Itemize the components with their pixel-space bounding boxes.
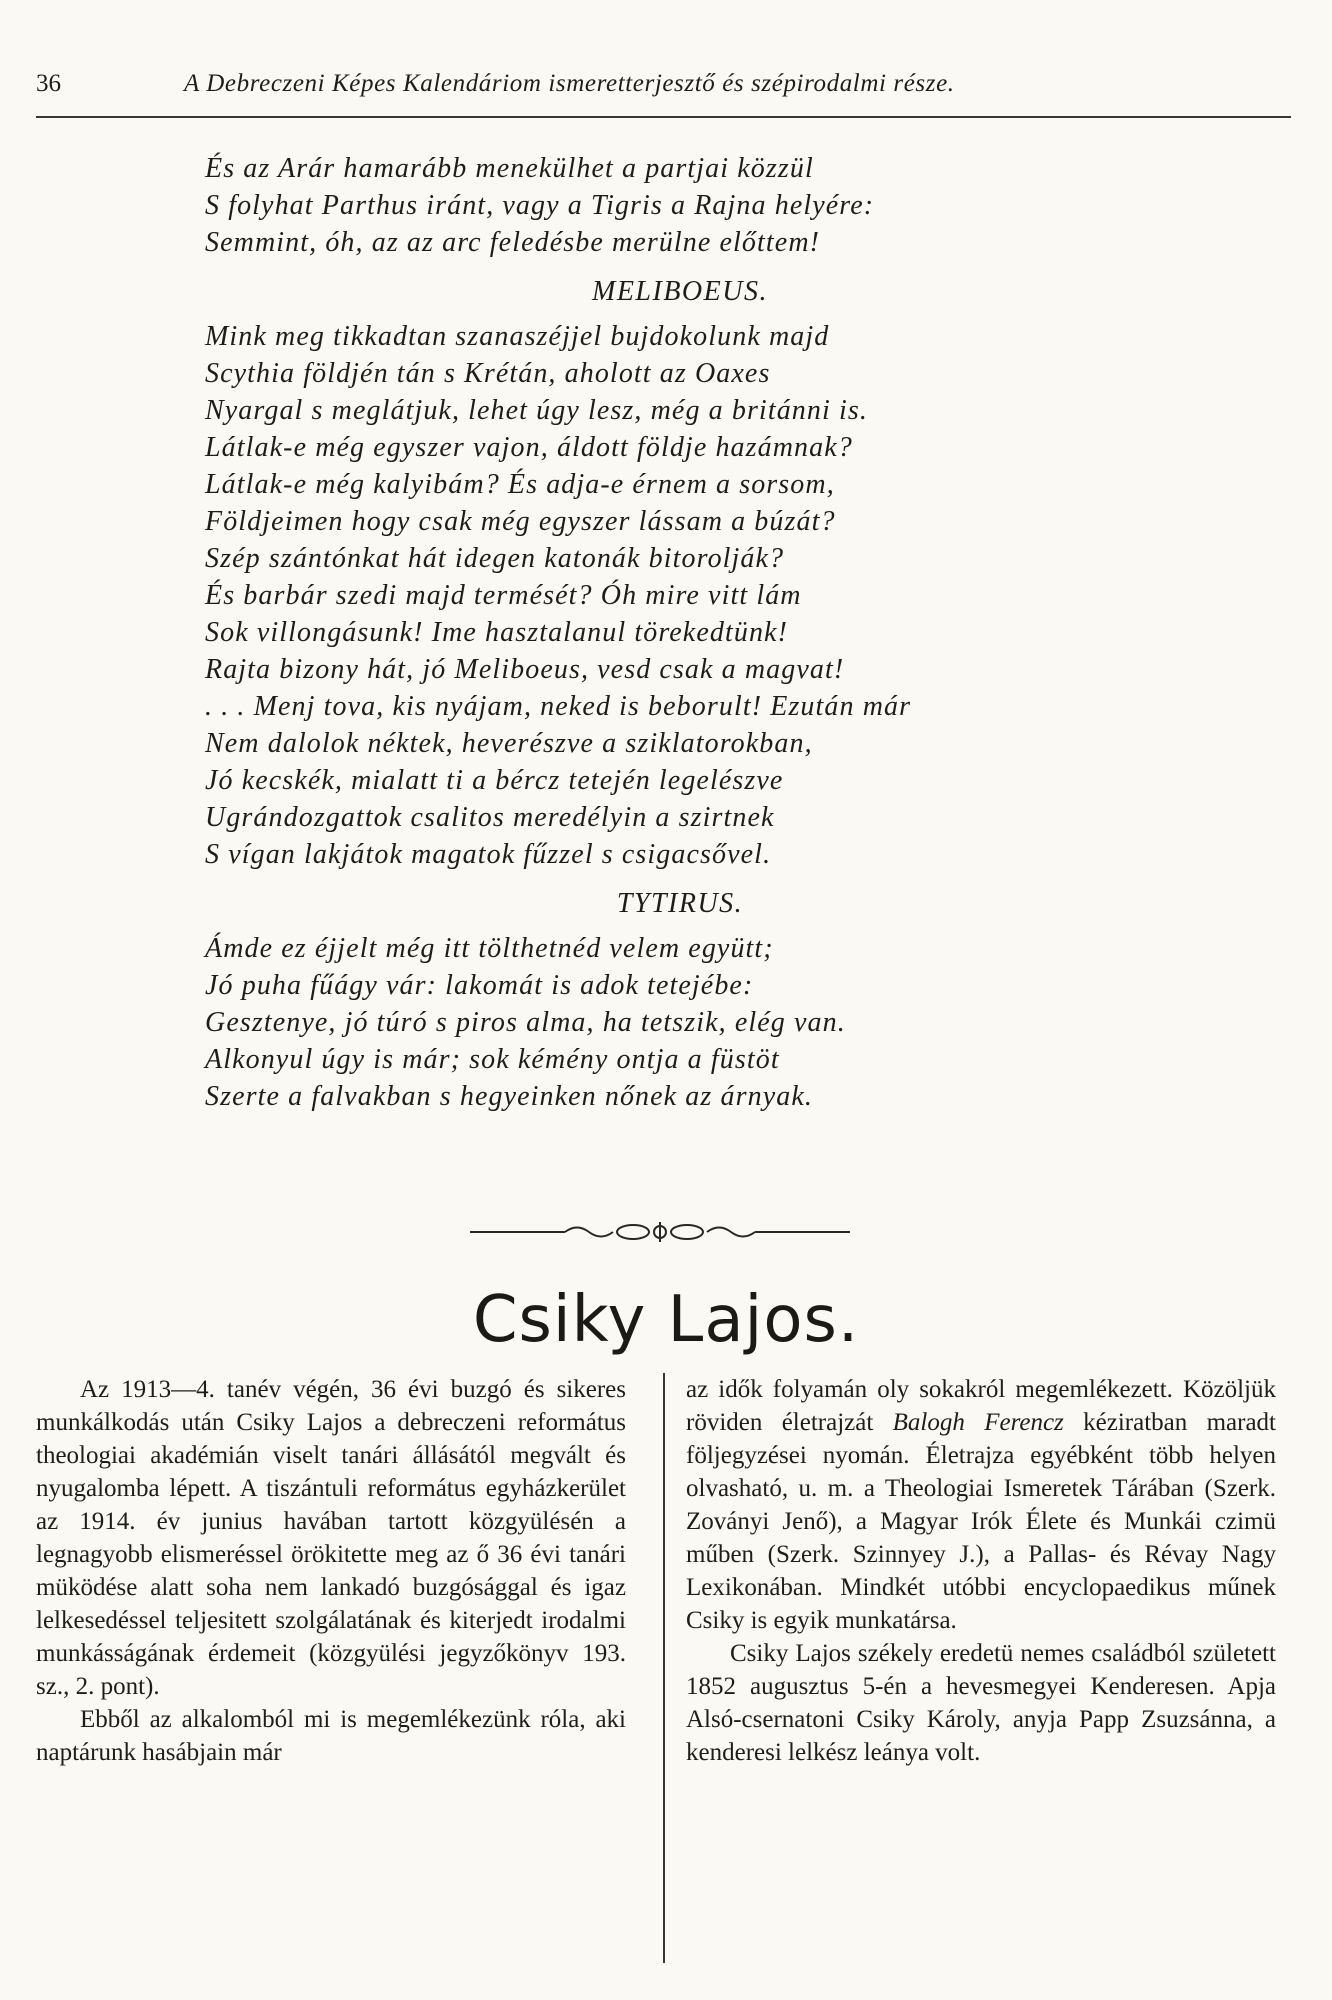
verse-line: Látlak-e még kalyibám? És adja-e érnem a sorsom, [205,469,835,500]
page-number: 36 [36,70,61,97]
verse-line: Semmint, óh, az az arc feledésbe merülne előttem! [205,227,821,258]
verse-line: Scythia földjén tán s Krétán, aholott az Oaxes [205,358,771,389]
verse-line: Jó puha fűágy vár: lakomát is adok tetejébe: [205,970,754,1001]
paragraph: Az 1913—4. tanév végén, 36 évi buzgó és sikeres munkálkodás után Csiky Lajos a debreczeni református theologiai akadémián viselt tanári állásától megvált és nyugalomba lépett. A tiszántuli református egyházkerület az 1914. év junius havában tartott közgyülésén a legnagyobb elismeréssel örökitette meg az ő 36 évi tanári müködése alatt soha nem lankadó buzgósággal és igaz lelkesedéssel teljesitett szolgálatának és kiterjedt irodalmi munkásságának érdemeit (közgyülési jegyzőkönyv 193. sz., 2. pont). [36,1376,626,1700]
verse-line: Rajta bizony hát, jó Meliboeus, vesd csak a magvat! [205,654,845,685]
eclogue-verse [205,150,1305,1115]
running-header [36,70,1291,110]
section-ornament [470,1220,850,1244]
verse-line: Alkonyul úgy is már; sok kémény ontja a füstöt [205,1044,780,1075]
verse-line: Szerte a falvakban s hegyeinken nőnek az árnyak. [205,1081,813,1112]
speaker-meliboeus: MELIBOEUS. [592,276,768,307]
verse-line: Sok villongásunk! Ime hasztalanul törekedtünk! [205,617,788,648]
running-title: A Debreczeni Képes Kalendáriom ismeretterjesztő és szépirodalmi része. [184,70,955,97]
verse-line: Ámde ez éjjelt még itt tölthetnéd velem együtt; [205,933,774,964]
verse-line: Ugrándozgattok csalitos meredélyin a szirtnek [205,802,775,833]
verse-line: Földjeimen hogy csak még egyszer lássam a búzát? [205,506,836,537]
column-divider [663,1373,665,1963]
text-run: kéziratban maradt följegyzései nyomán. Életrajza egyébként több helyen olvasható, u. m. a Theologiai Ismeretek Tárában (Szerk. Zoványi Jenő), a Magyar Irók Élete és Munkái czimü műben (Szerk. Szinnyey J.), a Pallas- és Révay Nagy Lexikonában. Mindkét utóbbi encyclopaedikus műnek Csiky is egyik munkatársa. [686,1409,1276,1634]
verse-line: Szép szántónkat hát idegen katonák bitorolják? [205,543,785,574]
text-run: az idők folyamán oly sokakról megemlékezett. Közöljük röviden életrajzát [686,1376,1276,1436]
verse-line: . . . Menj tova, kis nyájam, neked is beborult! Ezután már [205,691,912,722]
header-rule [36,116,1291,118]
verse-line: És az Arár hamarább menekülhet a partjai közzül [205,153,814,184]
verse-line: Nem dalolok néktek, heverészve a sziklatorokban, [205,728,813,759]
verse-line: Gesztenye, jó túró s piros alma, ha tetszik, elég van. [205,1007,846,1038]
verse-line: Jó kecskék, mialatt ti a bércz tetején legelészve [205,765,784,796]
verse-line: S folyhat Parthus iránt, vagy a Tigris a Rajna helyére: [205,190,875,221]
verse-line: És barbár szedi majd termését? Óh mire vitt lám [205,580,802,611]
verse-line: Látlak-e még egyszer vajon, áldott földje hazámnak? [205,432,853,463]
speaker-tytirus: TYTIRUS. [616,888,744,919]
article-column-right [686,1373,1276,1769]
verse-line: Mink meg tikkadtan szanaszéjjel bujdokolunk majd [205,321,830,352]
verse-line: S vígan lakjátok magatok fűzzel s csigacsővel. [205,839,772,870]
article-column-left [36,1373,626,1769]
author-name: Balogh Ferencz [892,1409,1064,1436]
paragraph: Csiky Lajos székely eredetü nemes családból született 1852 augusztus 5-én a hevesmegyei Kenderesen. Apja Alsó-csernatoni Csiky Károly, anyja Papp Zsuzsánna, a kenderesi lelkész leánya volt. [686,1640,1276,1766]
paragraph: Ebből az alkalomból mi is megemlékezünk róla, aki naptárunk hasábjain már [36,1706,626,1766]
paragraph [686,1373,1276,1637]
verse-line: Nyargal s meglátjuk, lehet úgy lesz, még a británni is. [205,395,868,426]
article-title: Csiky Lajos. [472,1283,860,1357]
